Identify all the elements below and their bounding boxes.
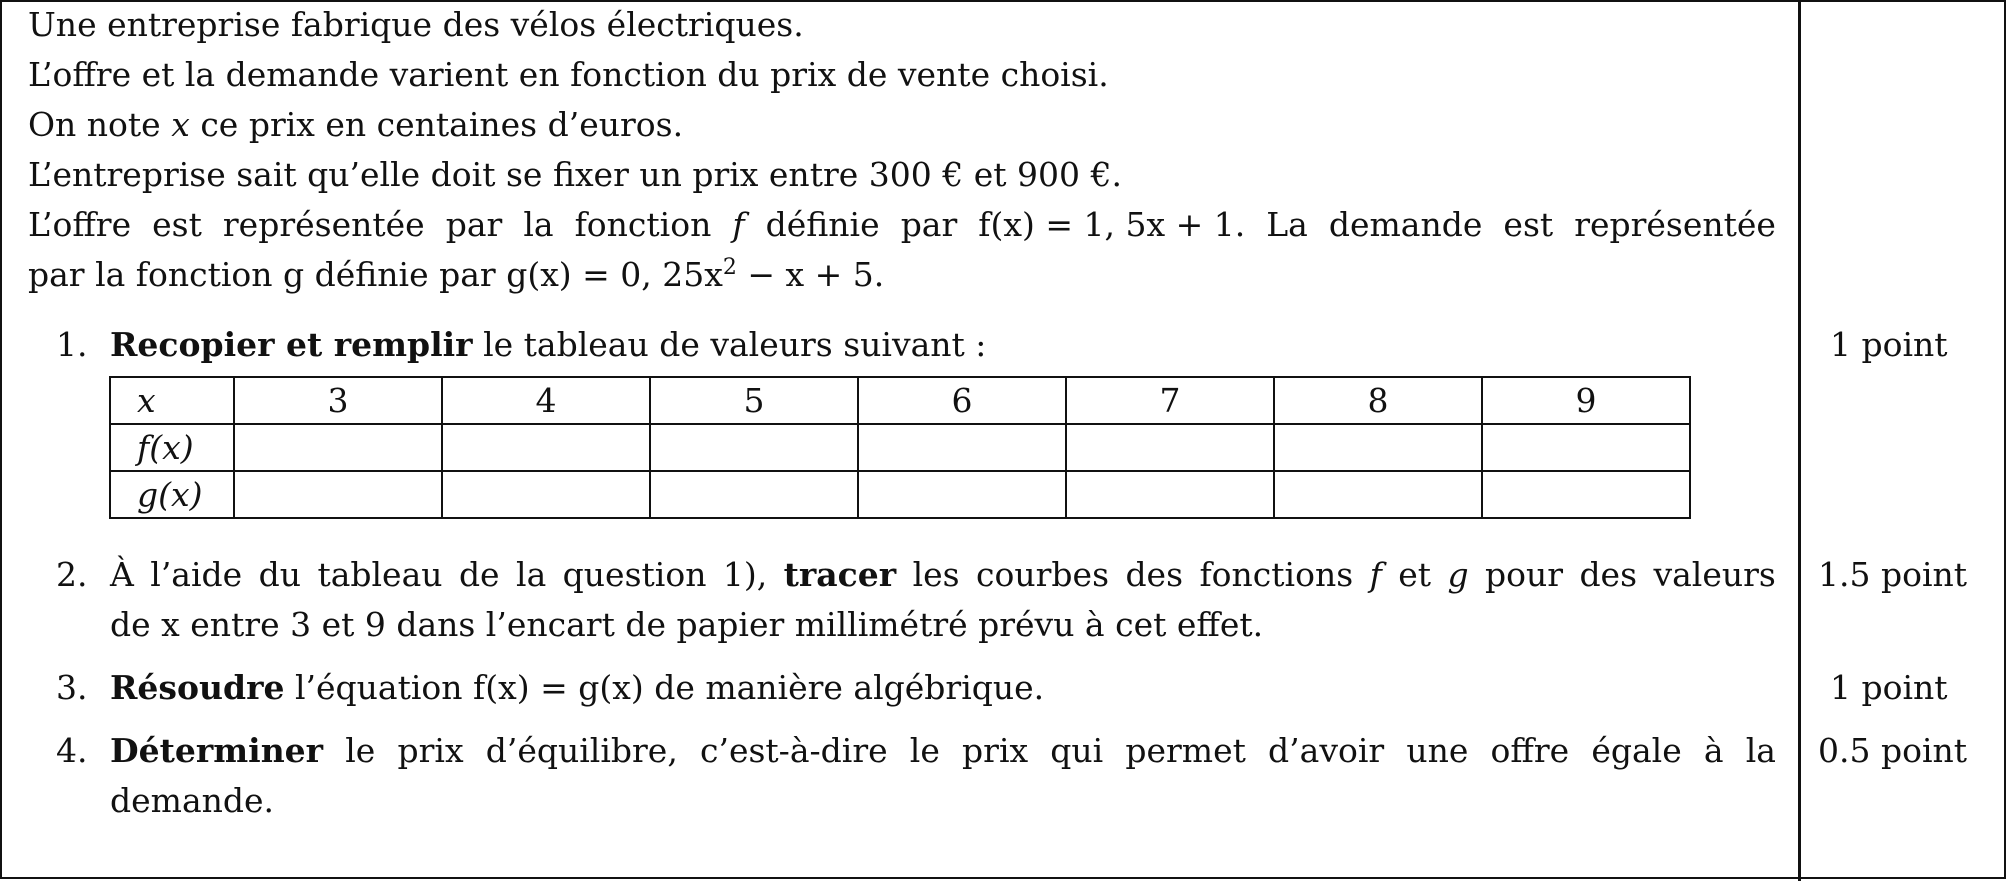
word: L’offre (28, 205, 132, 244)
question-1-verb: Recopier et remplir (110, 325, 473, 364)
word: qui (1050, 731, 1104, 770)
word: 1), (722, 555, 768, 594)
word: à (1703, 731, 1724, 770)
intro-line-1: Une entreprise fabrique des vélos électriques. (28, 5, 804, 44)
table-cell (1274, 424, 1482, 471)
word: f (1369, 555, 1382, 594)
header-cell: 7 (1066, 377, 1274, 424)
word: fonctions (1199, 555, 1354, 594)
word: g (1447, 555, 1469, 594)
intro-line-5 (28, 205, 1776, 245)
word: le (909, 731, 940, 770)
word: la (516, 555, 547, 594)
word: demande (1328, 205, 1483, 244)
word: la (523, 205, 554, 244)
question-3-points: 1 point (1830, 668, 1948, 707)
word: f (732, 205, 745, 244)
header-cell: 4 (442, 377, 650, 424)
word: les (912, 555, 960, 594)
word: offre (1490, 731, 1570, 770)
header-cell-x: x (110, 377, 234, 424)
word: de (458, 555, 500, 594)
question-2-line-1 (110, 555, 1776, 595)
word: est (1503, 205, 1554, 244)
word: l’aide (150, 555, 243, 594)
word: des (1579, 555, 1638, 594)
table-cell (442, 471, 650, 518)
word: et (1398, 555, 1432, 594)
table-cell (234, 424, 442, 471)
word: le (345, 731, 376, 770)
question-1-text (110, 325, 986, 365)
word: prix (962, 731, 1029, 770)
table-cell (858, 424, 1066, 471)
header-cell: 3 (234, 377, 442, 424)
table-header-row (110, 377, 1690, 424)
word: valeurs (1653, 555, 1776, 594)
table-cell (650, 424, 858, 471)
table-cell (442, 424, 650, 471)
question-4-line-1 (110, 731, 1776, 771)
intro-line-6-text: par la fonction g définie par g(x) = 0, 25x (28, 255, 723, 294)
word: À (110, 555, 134, 594)
table-cell (1066, 424, 1274, 471)
values-table (109, 376, 1691, 519)
question-3-verb: Résoudre (110, 668, 285, 707)
variable-x: x (171, 105, 190, 144)
intro-line-6-end: − x + 5. (736, 255, 885, 294)
intro-line-3-start: On note (28, 105, 172, 144)
word: question (562, 555, 707, 594)
header-cell: 9 (1482, 377, 1690, 424)
word: la (1745, 731, 1776, 770)
question-4-points: 0.5 point (1818, 731, 1968, 770)
intro-line-3-end: ce prix en centaines d’euros. (189, 105, 684, 144)
word: permet (1125, 731, 1246, 770)
question-3-text (110, 668, 1044, 708)
question-1-points: 1 point (1830, 325, 1948, 364)
table-cell (234, 471, 442, 518)
word: courbes (976, 555, 1110, 594)
question-2-verb: tracer (783, 555, 897, 594)
table-cell (1482, 424, 1690, 471)
question-4-number: 4. (56, 731, 88, 770)
question-2-number: 2. (56, 555, 88, 594)
intro-line-4: L’entreprise sait qu’elle doit se fixer un prix entre 300 € et 900 €. (28, 155, 1122, 194)
word: par (445, 205, 503, 244)
question-4-verb: Déterminer (110, 731, 324, 770)
question-1-number: 1. (56, 325, 88, 364)
points-column-divider (1798, 0, 1801, 881)
word: représentée (222, 205, 425, 244)
row-label-f: f(x) (110, 424, 234, 471)
word: égale (1591, 731, 1682, 770)
exponent: 2 (722, 255, 737, 280)
word: La (1266, 205, 1308, 244)
row-label-g: g(x) (110, 471, 234, 518)
word: par (900, 205, 958, 244)
word: est (152, 205, 202, 244)
intro-line-3 (28, 105, 683, 145)
word: prix (397, 731, 464, 770)
word: du (258, 555, 302, 594)
question-1-rest: le tableau de valeurs suivant : (472, 325, 987, 364)
table-cell (650, 471, 858, 518)
table-cell (1482, 471, 1690, 518)
header-cell: 8 (1274, 377, 1482, 424)
header-cell: 5 (650, 377, 858, 424)
intro-line-2: L’offre et la demande varient en fonction du prix de vente choisi. (28, 55, 1109, 94)
word: tableau (317, 555, 443, 594)
question-4-line-2: demande. (110, 781, 275, 820)
question-2-points: 1.5 point (1818, 555, 1968, 594)
word: une (1406, 731, 1469, 770)
question-2-line-2: de x entre 3 et 9 dans l’encart de papier millimétré prévu à cet effet. (110, 605, 1264, 644)
word: représentée (1574, 205, 1776, 244)
question-3-number: 3. (56, 668, 88, 707)
question-3-rest: l’équation f(x) = g(x) de manière algébrique. (284, 668, 1045, 707)
word: c’est-à-dire (699, 731, 888, 770)
table-cell (1274, 471, 1482, 518)
word: définie (765, 205, 880, 244)
table-cell (858, 471, 1066, 518)
table-row-f (110, 424, 1690, 471)
word: d’avoir (1268, 731, 1385, 770)
intro-line-6 (28, 255, 884, 295)
formula-f: f(x) = 1, 5x + 1. (978, 205, 1246, 244)
word: des (1125, 555, 1184, 594)
word: fonction (574, 205, 712, 244)
word: d’équilibre, (485, 731, 678, 770)
table-cell (1066, 471, 1274, 518)
word: pour (1484, 555, 1564, 594)
header-cell: 6 (858, 377, 1066, 424)
table-row-g (110, 471, 1690, 518)
